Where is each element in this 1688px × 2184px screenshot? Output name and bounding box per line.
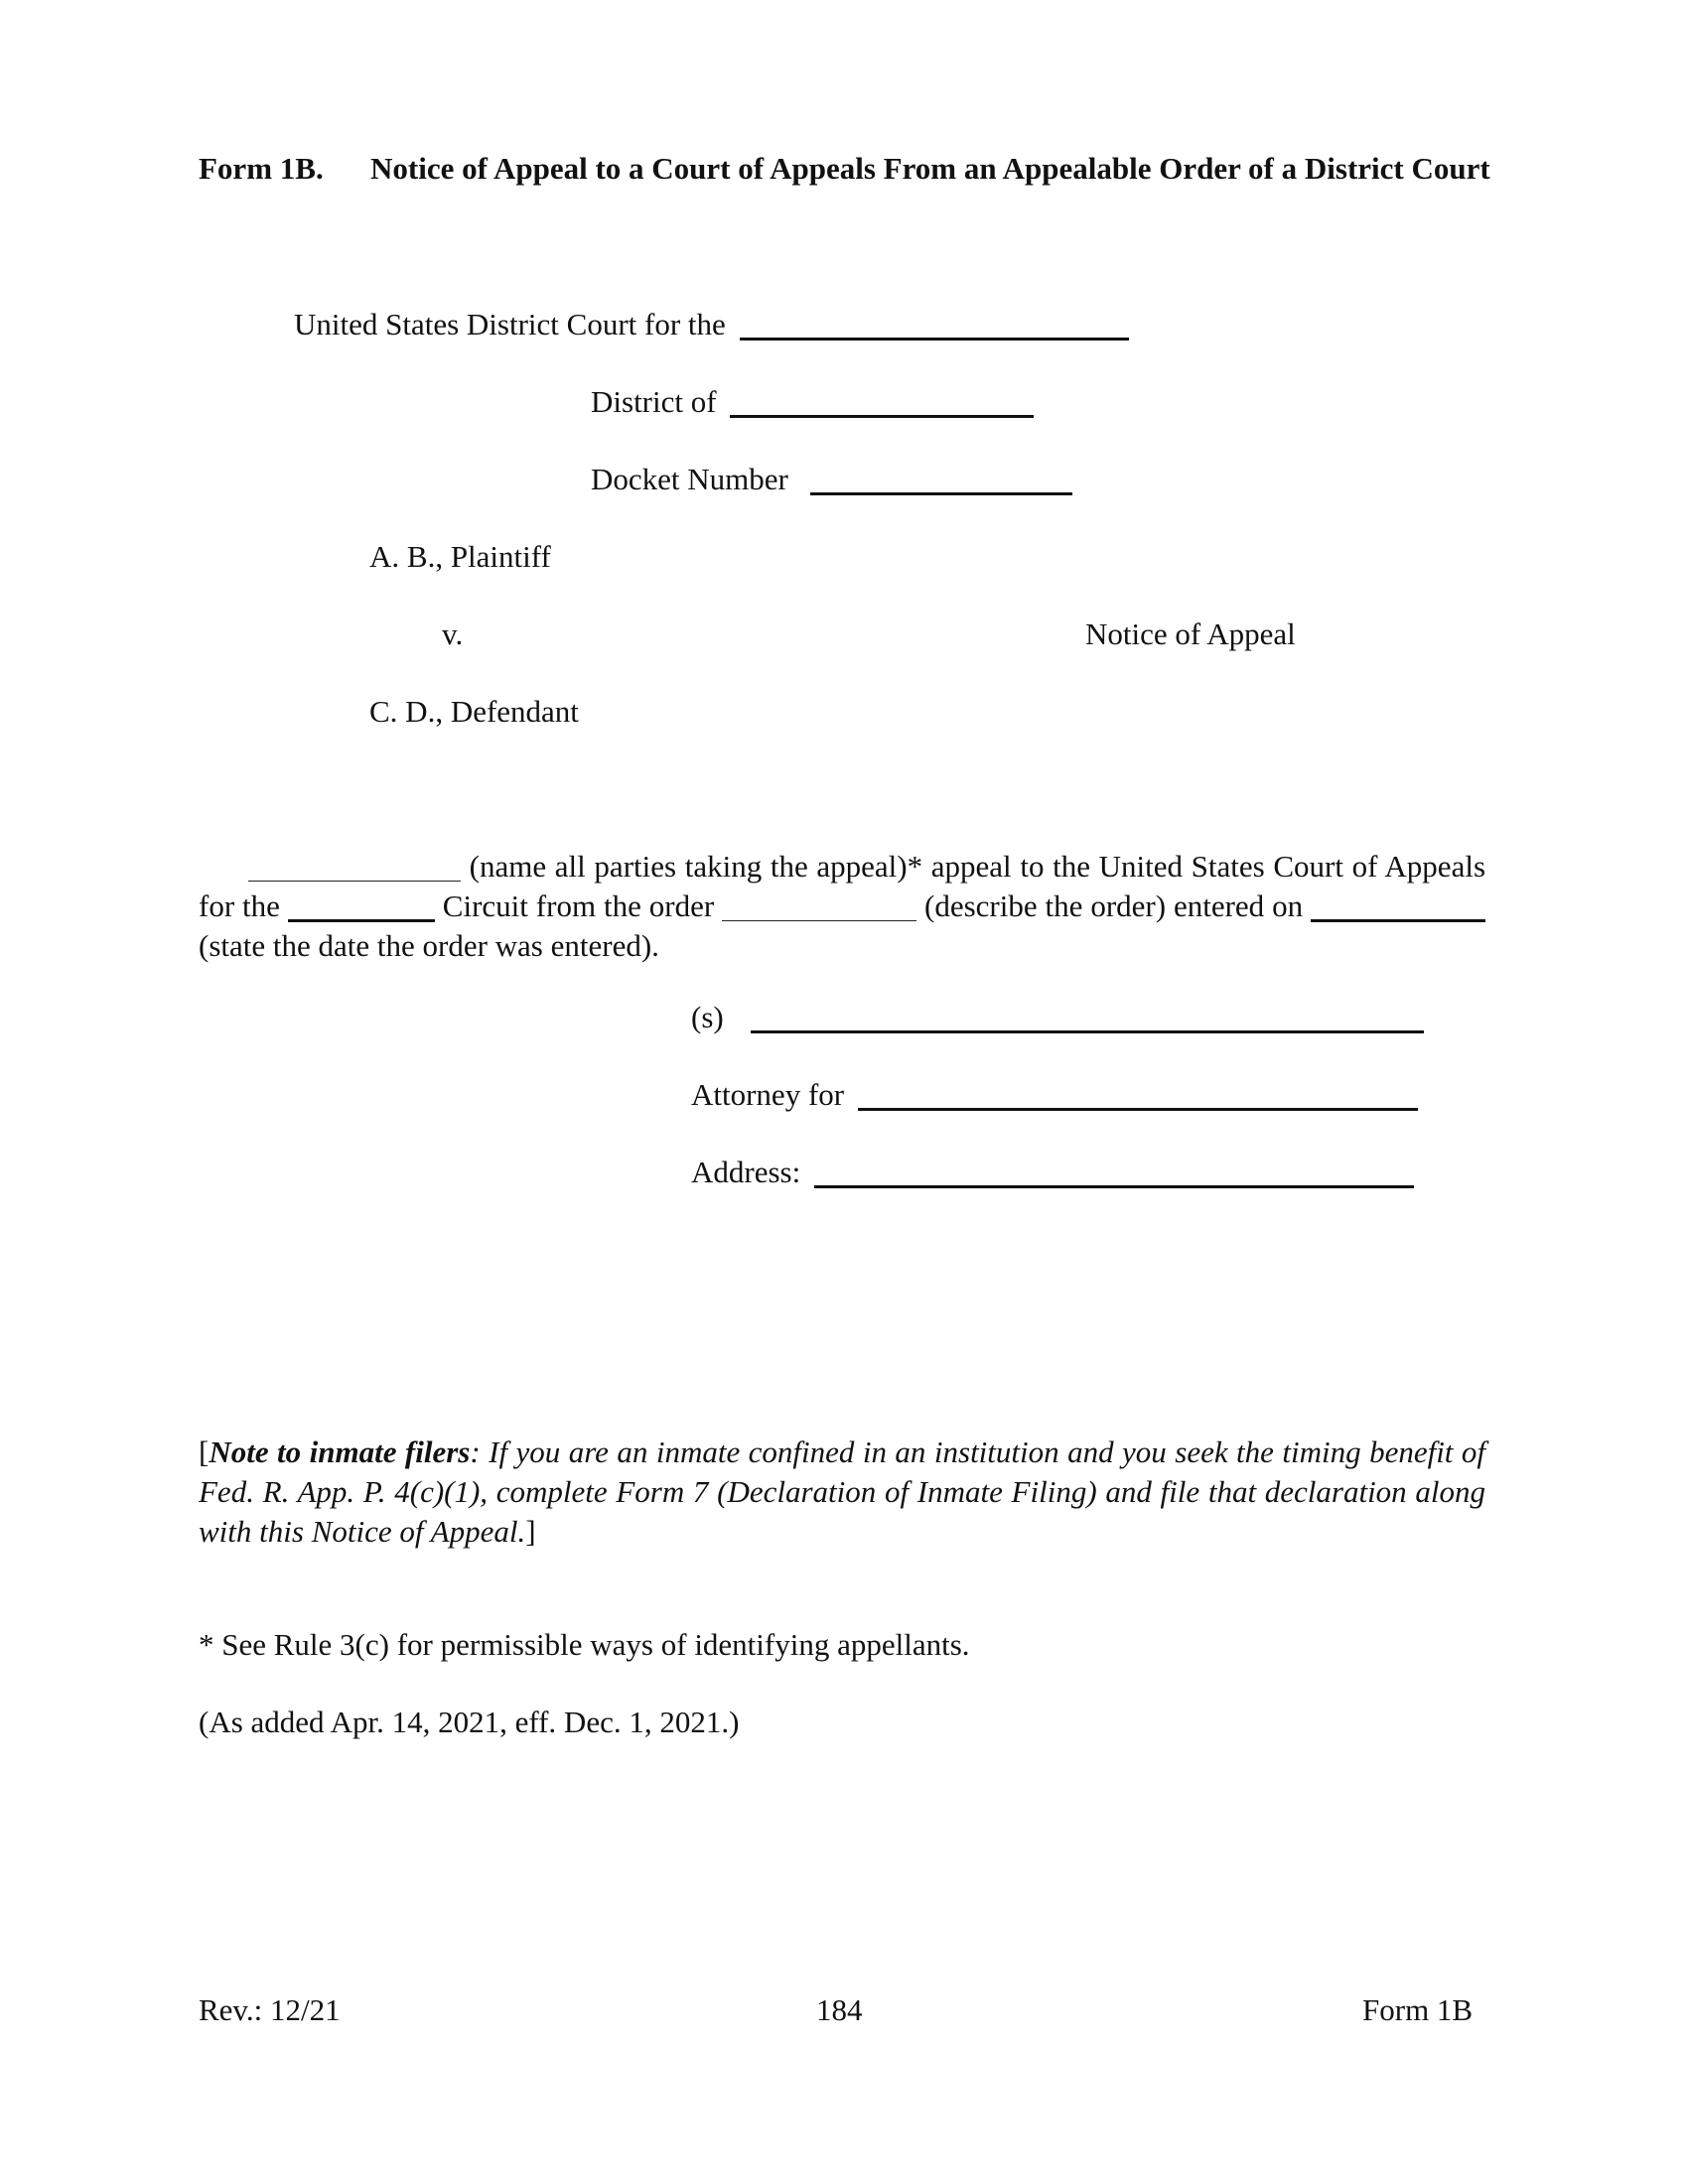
court-blank[interactable]	[740, 338, 1129, 341]
page-number: 184	[816, 1992, 863, 2027]
attorney-label: Attorney for	[691, 1077, 845, 1112]
note-label: Note to inmate filers	[209, 1434, 471, 1469]
footer-form-id: Form 1B	[1362, 1992, 1474, 2027]
body-part-3: (describe the order) entered on	[924, 888, 1304, 923]
order-blank[interactable]	[722, 920, 916, 921]
history-note: (As added Apr. 14, 2021, eff. Dec. 1, 2021.)	[199, 1705, 740, 1739]
appellants-blank[interactable]	[248, 881, 461, 882]
address-blank[interactable]	[814, 1185, 1414, 1188]
district-line	[591, 382, 1034, 422]
footer-revision: Rev.: 12/21	[199, 1992, 341, 2027]
form-number: Form 1B.	[199, 151, 324, 186]
attorney-line	[691, 1075, 1418, 1115]
form-title: Notice of Appeal to a Court of Appeals From an Appealable Order of a District Court	[370, 151, 1490, 186]
docket-label: Docket Number	[591, 462, 788, 496]
address-line	[691, 1153, 1414, 1192]
docket-line	[591, 460, 1072, 499]
appeal-paragraph	[199, 847, 1485, 966]
signature-blank[interactable]	[751, 1030, 1424, 1033]
court-label: United States District Court for the	[294, 307, 726, 341]
court-line	[294, 305, 1129, 344]
signature-label: (s)	[691, 1000, 724, 1034]
versus: v.	[442, 616, 464, 651]
signature-line	[691, 998, 1424, 1037]
body-part-2: Circuit from the order	[442, 888, 715, 923]
inmate-note	[199, 1433, 1485, 1552]
circuit-blank[interactable]	[288, 919, 435, 922]
defendant: C. D., Defendant	[369, 694, 579, 729]
note-open-bracket: [	[199, 1434, 210, 1469]
document-title: Notice of Appeal	[1085, 616, 1296, 651]
address-label: Address:	[691, 1155, 801, 1189]
footnote: * See Rule 3(c) for permissible ways of identifying appellants.	[199, 1627, 970, 1662]
attorney-blank[interactable]	[858, 1108, 1418, 1111]
note-close-bracket: ]	[525, 1514, 536, 1549]
plaintiff: A. B., Plaintiff	[369, 539, 551, 574]
body-part-4: (state the date the order was entered).	[199, 928, 659, 963]
note-text: : If you are an inmate confined in an institution and you seek the timing benefit of Fed. R. App. P. 4(c)(1), complete Form 7 (Declaration of Inmate Filing) and file that declaration along with this Notice of Appeal.	[199, 1434, 1485, 1549]
district-label: District of	[591, 384, 717, 419]
body-part-1: (name all parties taking the appeal)* appeal to the United States Court of Appeals for the	[199, 849, 1486, 923]
docket-blank[interactable]	[810, 492, 1072, 495]
date-blank[interactable]	[1311, 919, 1485, 922]
district-blank[interactable]	[730, 415, 1034, 418]
